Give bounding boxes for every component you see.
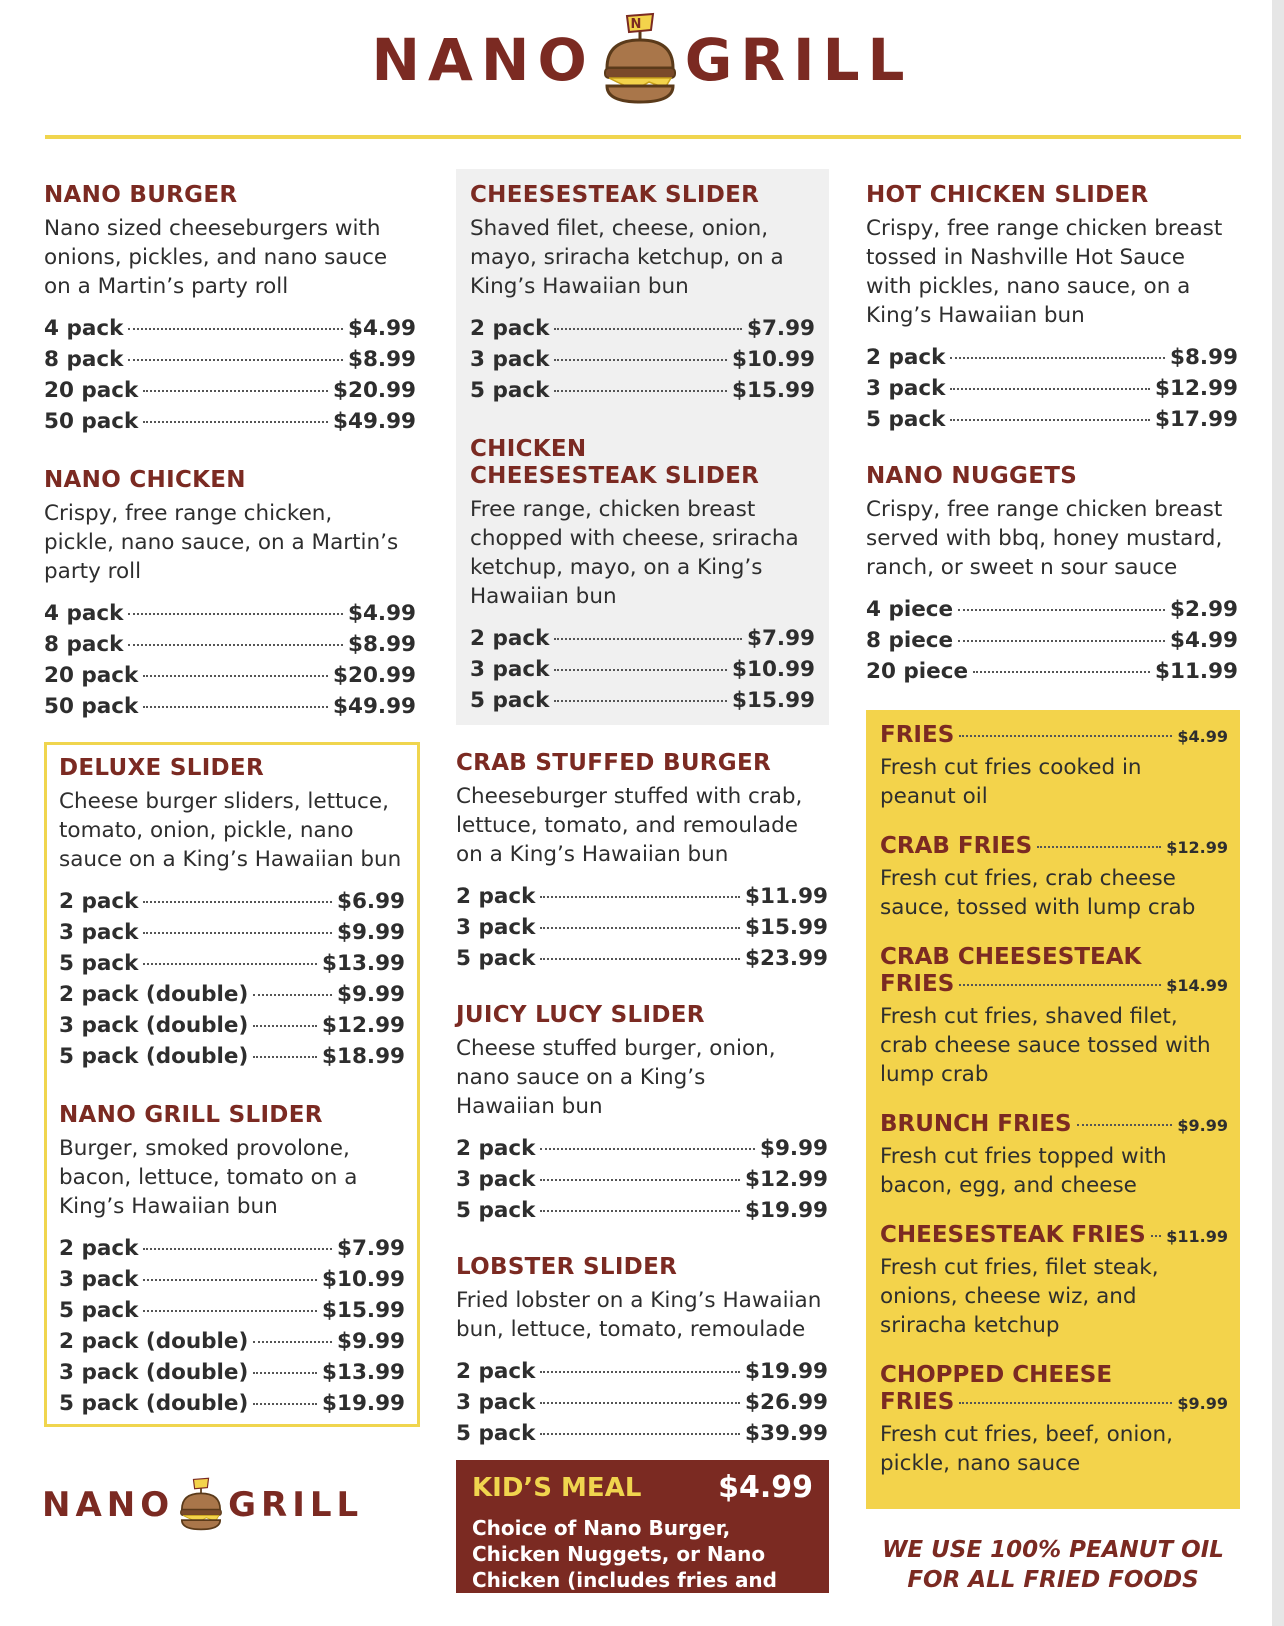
fries-description: Fresh cut fries, crab cheese sauce, tossed with lump crab <box>880 866 1196 920</box>
fries-price: $14.99 <box>1166 976 1228 995</box>
badge-letter: N <box>630 17 650 32</box>
page-edge <box>1272 0 1284 1626</box>
menu-section-juicy-lucy-slider <box>456 1002 828 1226</box>
price-row: 4 pack $4.99 <box>44 601 416 626</box>
fries-title: BRUNCH FRIES <box>880 1111 1072 1137</box>
menu-section-cheesesteak-slider <box>470 182 815 406</box>
price-row: 5 pack (double) $18.99 <box>59 1044 405 1069</box>
fries-list <box>880 722 1228 1500</box>
section-description: Crispy, free range chicken, pickle, nano sauce, on a Martin’s party roll <box>44 501 399 584</box>
fries-price: $9.99 <box>1177 1394 1228 1413</box>
logo-text-right: GRILL <box>684 26 913 94</box>
section-description: Nano sized cheeseburgers with onions, pickles, and nano sauce on a Martin’s party roll <box>44 216 388 299</box>
section-title: DELUXE SLIDER <box>59 755 264 781</box>
price-row: 5 pack $13.99 <box>59 951 405 976</box>
fries-title-line1: CRAB CHEESESTEAK <box>880 944 1142 970</box>
price-row: 5 pack (double) $19.99 <box>59 1391 405 1416</box>
price-row: 3 pack $12.99 <box>456 1167 828 1192</box>
column-middle-bottom <box>456 750 828 1449</box>
menu-section-crab-stuffed-burger <box>456 750 828 974</box>
fries-item <box>880 1111 1228 1200</box>
price-row: 4 pack $4.99 <box>44 316 416 341</box>
logo-text-left: NANO <box>42 1485 175 1525</box>
fries-item <box>880 1362 1228 1478</box>
kids-meal-title: KID’S MEAL <box>472 1472 642 1503</box>
price-row: 2 pack $7.99 <box>59 1236 405 1261</box>
burger-icon <box>599 10 681 110</box>
price-row: 20 piece $11.99 <box>866 659 1238 684</box>
menu-section-chicken-cheesesteak-slider <box>470 436 815 716</box>
price-row: 2 pack $8.99 <box>866 345 1238 370</box>
price-row: 2 pack $9.99 <box>456 1136 828 1161</box>
price-row: 8 pack $8.99 <box>44 347 416 372</box>
fries-title-line1: CHOPPED CHEESE <box>880 1362 1113 1388</box>
fries-title-line2: FRIES <box>880 971 955 997</box>
section-description: Cheeseburger stuffed with crab, lettuce, tomato, and remoulade on a King’s Hawaiian bun <box>456 784 803 867</box>
fries-price: $12.99 <box>1166 838 1228 857</box>
price-row: 8 piece $4.99 <box>866 628 1238 653</box>
price-row: 3 pack (double) $13.99 <box>59 1360 405 1385</box>
fries-description: Fresh cut fries cooked in peanut oil <box>880 755 1142 809</box>
menu-section-lobster-slider <box>456 1254 828 1449</box>
fries-item <box>880 722 1228 811</box>
price-row: 2 pack $19.99 <box>456 1359 828 1384</box>
menu-section-nano-chicken <box>44 467 416 722</box>
price-row: 3 pack $15.99 <box>456 915 828 940</box>
column-right <box>866 182 1238 687</box>
price-row: 2 pack $6.99 <box>59 889 405 914</box>
section-description: Cheese burger sliders, lettuce, tomato, onion, pickle, nano sauce on a King’s Hawaiian bun <box>59 789 402 872</box>
section-title: HOT CHICKEN SLIDER <box>866 182 1149 208</box>
price-row: 2 pack (double) $9.99 <box>59 982 405 1007</box>
section-title: CRAB STUFFED BURGER <box>456 750 772 776</box>
fries-price: $9.99 <box>1177 1116 1228 1135</box>
logo-text-right: GRILL <box>228 1485 364 1525</box>
section-description: Crispy, free range chicken breast tossed in Nashville Hot Sauce with pickles, nano sauce, on a King’s Hawaiian bun <box>866 216 1223 328</box>
price-row: 3 pack $9.99 <box>59 920 405 945</box>
section-title: CHICKEN CHEESESTEAK SLIDER <box>470 436 760 489</box>
fries-item <box>880 1222 1228 1340</box>
kids-meal-box <box>456 1460 829 1618</box>
section-description: Burger, smoked provolone, bacon, lettuce, tomato on a King’s Hawaiian bun <box>59 1136 358 1219</box>
menu-section-deluxe-slider <box>59 755 405 1072</box>
column-left-boxed <box>59 755 405 1419</box>
price-row: 3 pack (double) $12.99 <box>59 1013 405 1038</box>
section-title: CHEESESTEAK SLIDER <box>470 182 760 208</box>
price-row: 5 pack $15.99 <box>470 688 815 713</box>
burger-icon <box>177 1476 225 1534</box>
price-row: 20 pack $20.99 <box>44 378 416 403</box>
kids-meal-price: $4.99 <box>718 1470 813 1505</box>
peanut-oil-note: WE USE 100% PEANUT OIL FOR ALL FRIED FOODS <box>882 1537 1224 1593</box>
menu-section-nano-grill-slider <box>59 1102 405 1419</box>
menu-section-nano-burger <box>44 182 416 437</box>
section-title: JUICY LUCY SLIDER <box>456 1002 705 1028</box>
price-row: 5 pack $19.99 <box>456 1198 828 1223</box>
menu-section-nano-nuggets <box>866 463 1238 687</box>
price-row: 2 pack $11.99 <box>456 884 828 909</box>
price-row: 5 pack $39.99 <box>456 1421 828 1446</box>
price-row: 50 pack $49.99 <box>44 409 416 434</box>
kids-meal-description: Choice of Nano Burger, Chicken Nuggets, or Nano Chicken (includes fries and juice box) <box>472 1516 777 1618</box>
section-description: Cheese stuffed burger, onion, nano sauce on a King’s Hawaiian bun <box>456 1036 776 1119</box>
logo-header <box>0 10 1284 110</box>
price-row: 2 pack $7.99 <box>470 626 815 651</box>
fries-description: Fresh cut fries topped with bacon, egg, and cheese <box>880 1144 1167 1198</box>
price-row: 8 pack $8.99 <box>44 632 416 657</box>
price-row: 4 piece $2.99 <box>866 597 1238 622</box>
price-row: 50 pack $49.99 <box>44 694 416 719</box>
price-row: 5 pack $15.99 <box>470 378 815 403</box>
section-title: NANO GRILL SLIDER <box>59 1102 323 1128</box>
fries-price: $11.99 <box>1166 1227 1228 1246</box>
section-description: Shaved filet, cheese, onion, mayo, sriracha ketchup, on a King’s Hawaiian bun <box>470 216 784 299</box>
section-title: LOBSTER SLIDER <box>456 1254 678 1280</box>
price-row: 3 pack $12.99 <box>866 376 1238 401</box>
price-row: 3 pack $26.99 <box>456 1390 828 1415</box>
fries-price: $4.99 <box>1177 727 1228 746</box>
fries-item <box>880 833 1228 922</box>
price-row: 3 pack $10.99 <box>59 1267 405 1292</box>
section-description: Free range, chicken breast chopped with cheese, sriracha ketchup, mayo, on a King’s Hawaiian bun <box>470 497 799 609</box>
fries-title: CHEESESTEAK FRIES <box>880 1222 1146 1248</box>
fries-title-line2: FRIES <box>880 1389 955 1415</box>
header-divider <box>45 135 1241 139</box>
fries-description: Fresh cut fries, beef, onion, pickle, nano sauce <box>880 1422 1173 1476</box>
fries-description: Fresh cut fries, shaved filet, crab cheese sauce tossed with lump crab <box>880 1004 1211 1087</box>
section-title: NANO BURGER <box>44 182 238 208</box>
price-row: 5 pack $23.99 <box>456 946 828 971</box>
price-row: 5 pack $17.99 <box>866 407 1238 432</box>
fries-item <box>880 944 1228 1089</box>
section-description: Fried lobster on a King’s Hawaiian bun, lettuce, tomato, remoulade <box>456 1288 822 1342</box>
price-row: 3 pack $10.99 <box>470 657 815 682</box>
column-left <box>44 182 416 722</box>
fries-description: Fresh cut fries, filet steak, onions, cheese wiz, and sriracha ketchup <box>880 1255 1159 1338</box>
logo-footer <box>42 1476 363 1534</box>
column-middle-top <box>470 182 815 716</box>
fries-title: FRIES <box>880 722 955 748</box>
price-row: 2 pack (double) $9.99 <box>59 1329 405 1354</box>
logo-text-left: NANO <box>371 26 595 94</box>
price-row: 3 pack $10.99 <box>470 347 815 372</box>
fries-title: CRAB FRIES <box>880 833 1033 859</box>
menu-section-hot-chicken-slider <box>866 182 1238 435</box>
price-row: 2 pack $7.99 <box>470 316 815 341</box>
price-row: 5 pack $15.99 <box>59 1298 405 1323</box>
section-title: NANO CHICKEN <box>44 467 246 493</box>
section-description: Crispy, free range chicken breast served with bbq, honey mustard, ranch, or sweet n sour sauce <box>866 497 1223 580</box>
section-title: NANO NUGGETS <box>866 463 1078 489</box>
price-row: 20 pack $20.99 <box>44 663 416 688</box>
